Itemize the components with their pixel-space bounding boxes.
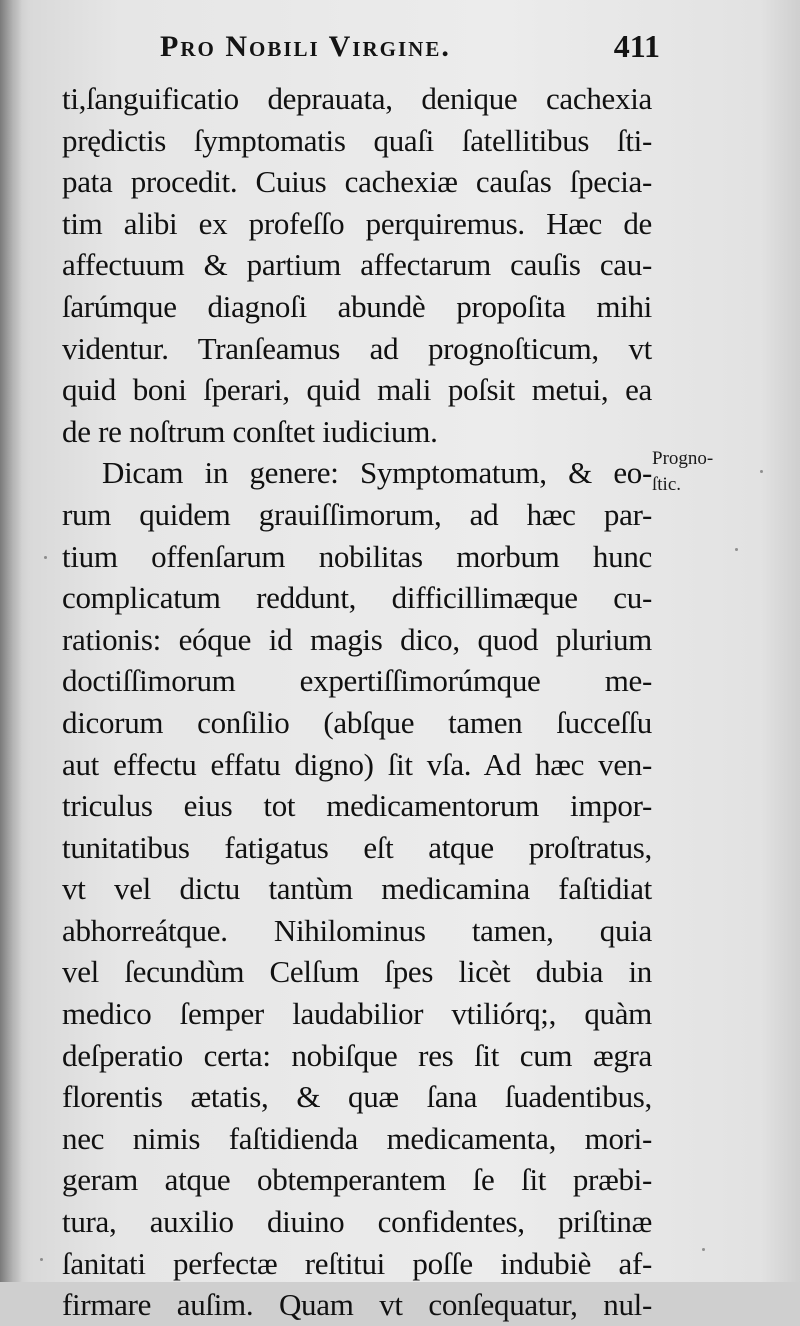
text-line: rationis: eóque id magis dico, quod plurium xyxy=(62,621,652,657)
text-line: tunitatibus fatigatus eſt atque proſtratus, xyxy=(62,829,652,865)
text-line: medico ſemper laudabilior vtiliórq;, quàm xyxy=(62,996,652,1032)
page-header xyxy=(160,24,660,74)
text-line: tim alibi ex profeſſo perquiremus. Hæc de xyxy=(62,205,652,241)
text-line: ſarúmque diagnoſi abundè propoſita mihi xyxy=(62,288,652,324)
text-line: florentis ætatis, & quæ ſana ſuadentibus, xyxy=(62,1079,652,1115)
text-line: doctiſſimorum expertiſſimorúmque me- xyxy=(62,663,652,699)
paper-speck xyxy=(44,556,47,559)
text-line: geram atque obtemperantem ſe ſit præbi- xyxy=(62,1162,652,1198)
text-line: quid boni ſperari, quid mali poſsit metui, ea xyxy=(62,372,652,408)
text-line: abhorreátque. Nihilominus tamen, quia xyxy=(62,912,652,948)
text-line: affectuum & partium affectarum cauſis cau- xyxy=(62,247,652,283)
text-line: complicatum reddunt, difficillimæque cu- xyxy=(62,580,652,616)
paper-speck xyxy=(760,470,763,473)
text-line: vt vel dictu tantùm medicamina faſtidiat xyxy=(62,871,652,907)
text-line: nec nimis faſtidienda medicamenta, mori- xyxy=(62,1120,652,1156)
text-line: deſperatio certa: nobiſque res ſit cum ægra xyxy=(62,1037,652,1073)
text-line: dicorum conſilio (abſque tamen ſucceſſu xyxy=(62,704,652,740)
text-line: tium offenſarum nobilitas morbum hunc xyxy=(62,538,652,574)
marginal-note xyxy=(652,446,762,498)
text-line: rum quidem grauiſſimorum, ad hæc par- xyxy=(62,496,652,532)
paper-speck xyxy=(735,548,738,551)
text-line: vel ſecundùm Celſum ſpes licèt dubia in xyxy=(62,954,652,990)
text-line: prędictis ſymptomatis quaſi ſatellitibus ſti- xyxy=(62,122,652,158)
text-line: firmare auſim. Quam vt conſequatur, nul- xyxy=(62,1287,652,1323)
marginal-note-line: Progno- xyxy=(652,448,714,469)
running-head: Pro Nobili Virgine. xyxy=(160,30,451,63)
paper-speck xyxy=(40,1258,43,1261)
text-line: ſanitati perfectæ reſtitui poſſe indubiè af- xyxy=(62,1245,652,1281)
text-line: pata procedit. Cuius cachexiæ cauſas ſpecia- xyxy=(62,164,652,200)
body-text xyxy=(62,78,652,1326)
page-number: 411 xyxy=(613,28,660,64)
text-line: de re noſtrum conſtet iudicium. xyxy=(62,413,438,449)
marginal-note-line: ſtic. xyxy=(652,474,682,495)
paper-speck xyxy=(702,1248,705,1251)
page-gutter-shadow xyxy=(0,0,22,1282)
paragraph-start-line: Dicam in genere: Symptomatum, & eo- xyxy=(102,455,652,491)
text-line: tura, auxilio diuino confidentes, priſtinæ xyxy=(62,1204,652,1240)
text-line: ti,ſanguificatio deprauata, denique cachexia xyxy=(62,81,652,116)
text-line: aut effectu effatu digno) ſit vſa. Ad hæc ven- xyxy=(62,746,652,782)
text-line: videntur. Tranſeamus ad prognoſticum, vt xyxy=(62,330,652,366)
text-line: triculus eius tot medicamentorum impor- xyxy=(62,788,652,824)
